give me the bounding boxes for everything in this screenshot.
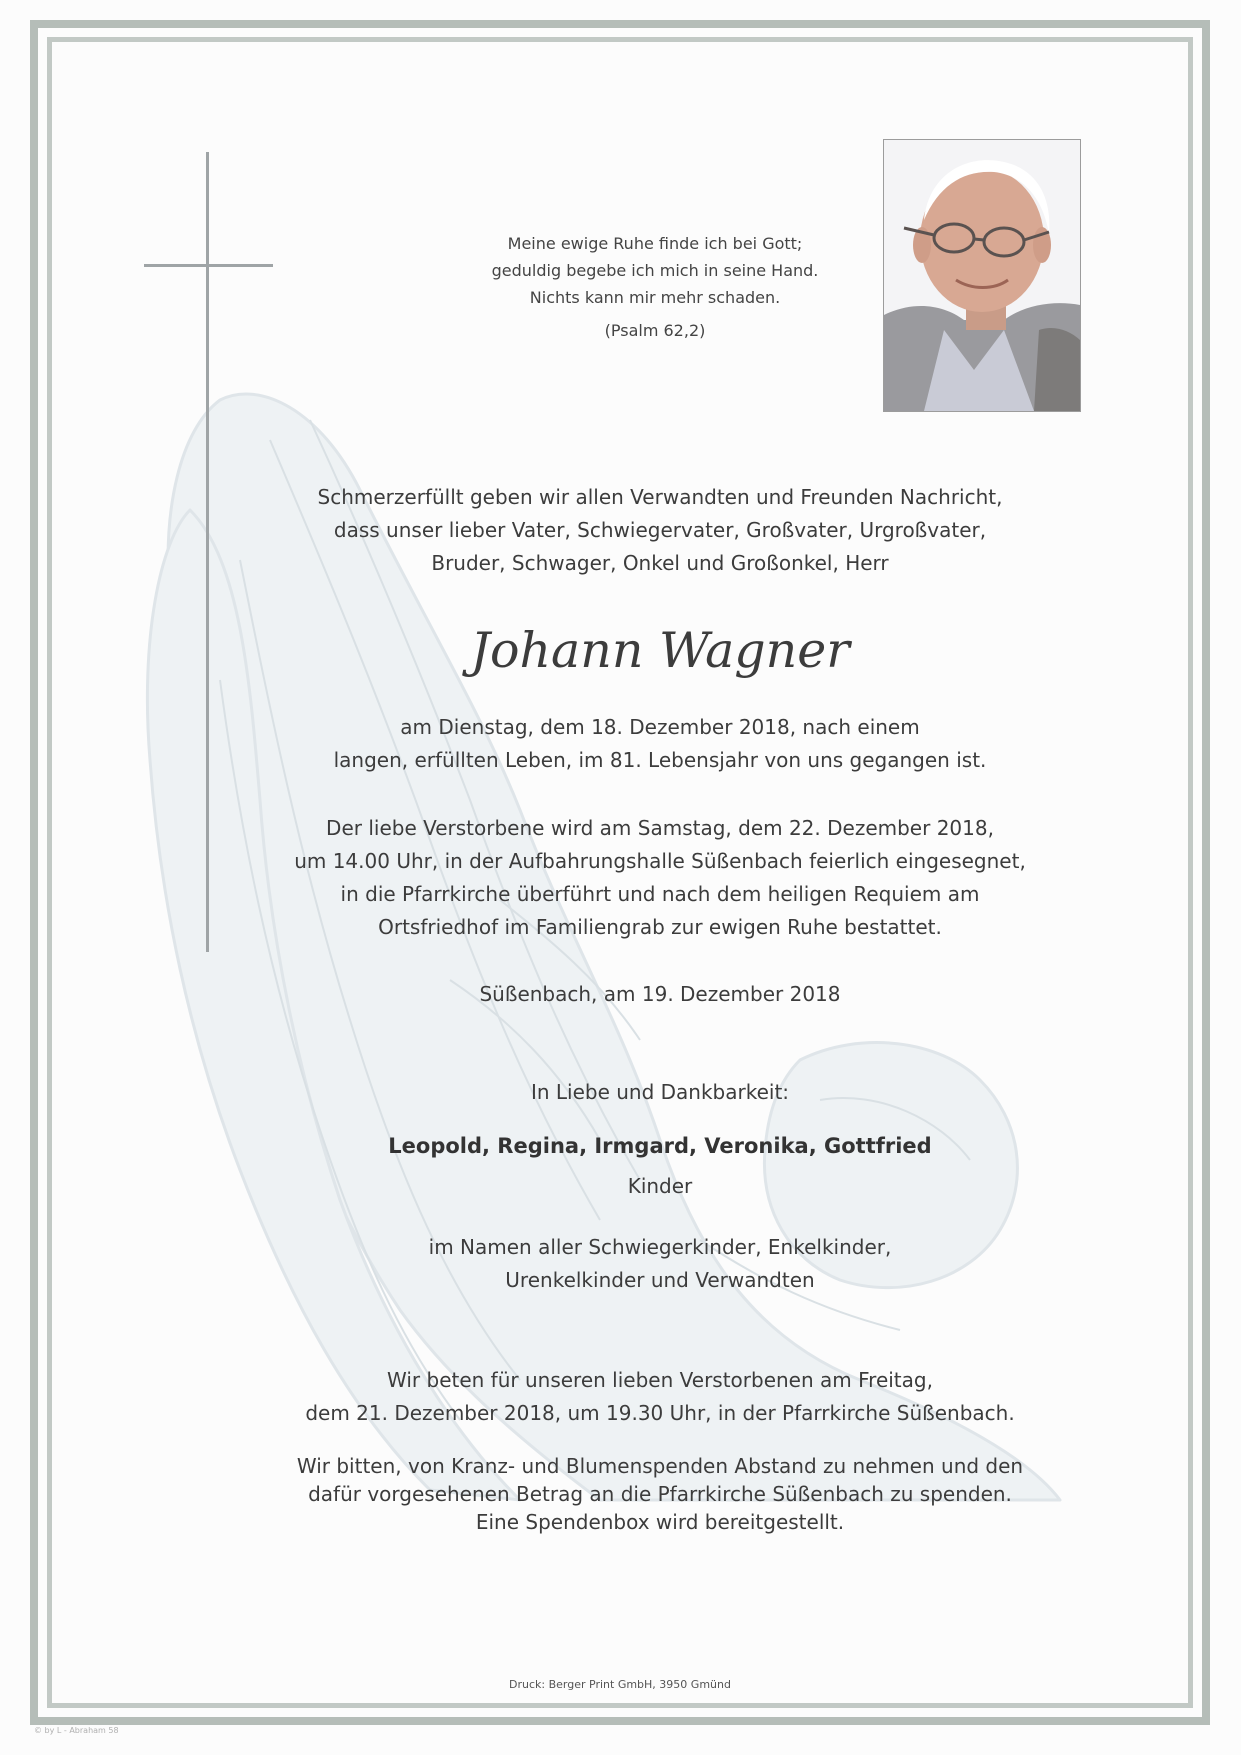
funeral-line: Der liebe Verstorbene wird am Samstag, dem 22. Dezember 2018, <box>326 816 994 840</box>
announcement-line: Schmerzerfüllt geben wir allen Verwandten und Freunden Nachricht, <box>317 485 1003 509</box>
funeral-line: Ortsfriedhof im Familiengrab zur ewigen Ruhe bestattet. <box>378 915 942 939</box>
death-text <box>240 711 1080 777</box>
children-label: Kinder <box>627 1174 693 1198</box>
printer-credit: Druck: Berger Print GmbH, 3950 Gmünd <box>509 1678 731 1691</box>
announcement-line: dass unser lieber Vater, Schwiegervater, Großvater, Urgroßvater, <box>333 518 987 542</box>
corner-copyright: © by L - Abraham 58 <box>34 1726 119 1735</box>
funeral-text <box>240 812 1080 944</box>
donation-text <box>240 1452 1080 1536</box>
place-date: Süßenbach, am 19. Dezember 2018 <box>479 982 841 1006</box>
verse-line: geduldig begebe ich mich in seine Hand. <box>491 261 819 280</box>
gratitude-line: In Liebe und Dankbarkeit: <box>530 1080 790 1104</box>
children-names: Leopold, Regina, Irmgard, Veronika, Gottfried <box>388 1134 932 1158</box>
prayer-line: Wir beten für unseren lieben Verstorbenen am Freitag, <box>387 1368 933 1392</box>
cross-horizontal-bar <box>144 264 273 267</box>
donation-line: Eine Spendenbox wird bereitgestellt. <box>475 1510 845 1534</box>
portrait-illustration <box>884 140 1080 411</box>
funeral-line: in die Pfarrkirche überführt und nach dem heiligen Requiem am <box>340 882 980 906</box>
verse-line: Nichts kann mir mehr schaden. <box>529 288 781 307</box>
verse-line: Meine ewige Ruhe finde ich bei Gott; <box>507 234 803 253</box>
death-line: am Dienstag, dem 18. Dezember 2018, nach einem <box>400 715 920 739</box>
announcement-line: Bruder, Schwager, Onkel und Großonkel, Herr <box>431 551 889 575</box>
donation-line: dafür vorgesehenen Betrag an die Pfarrkirche Süßenbach zu spenden. <box>308 1482 1012 1506</box>
death-line: langen, erfüllten Leben, im 81. Lebensjahr von uns gegangen ist. <box>333 748 987 772</box>
announcement-text <box>240 481 1080 580</box>
funeral-line: um 14.00 Uhr, in der Aufbahrungshalle Süßenbach feierlich eingesegnet, <box>294 849 1026 873</box>
donation-line: Wir bitten, von Kranz- und Blumenspenden Abstand zu nehmen und den <box>296 1454 1024 1478</box>
prayer-line: dem 21. Dezember 2018, um 19.30 Uhr, in der Pfarrkirche Süßenbach. <box>305 1401 1015 1425</box>
portrait-photo <box>883 139 1081 412</box>
relatives-text <box>240 1231 1080 1297</box>
relatives-line: im Namen aller Schwiegerkinder, Enkelkinder, <box>428 1235 892 1259</box>
deceased-name: Johann Wagner <box>470 622 850 679</box>
relatives-line: Urenkelkinder und Verwandten <box>505 1268 815 1292</box>
cross-vertical-bar <box>206 152 209 952</box>
verse-reference: (Psalm 62,2) <box>604 321 706 340</box>
prayer-text <box>240 1364 1080 1430</box>
psalm-verse <box>430 230 880 344</box>
